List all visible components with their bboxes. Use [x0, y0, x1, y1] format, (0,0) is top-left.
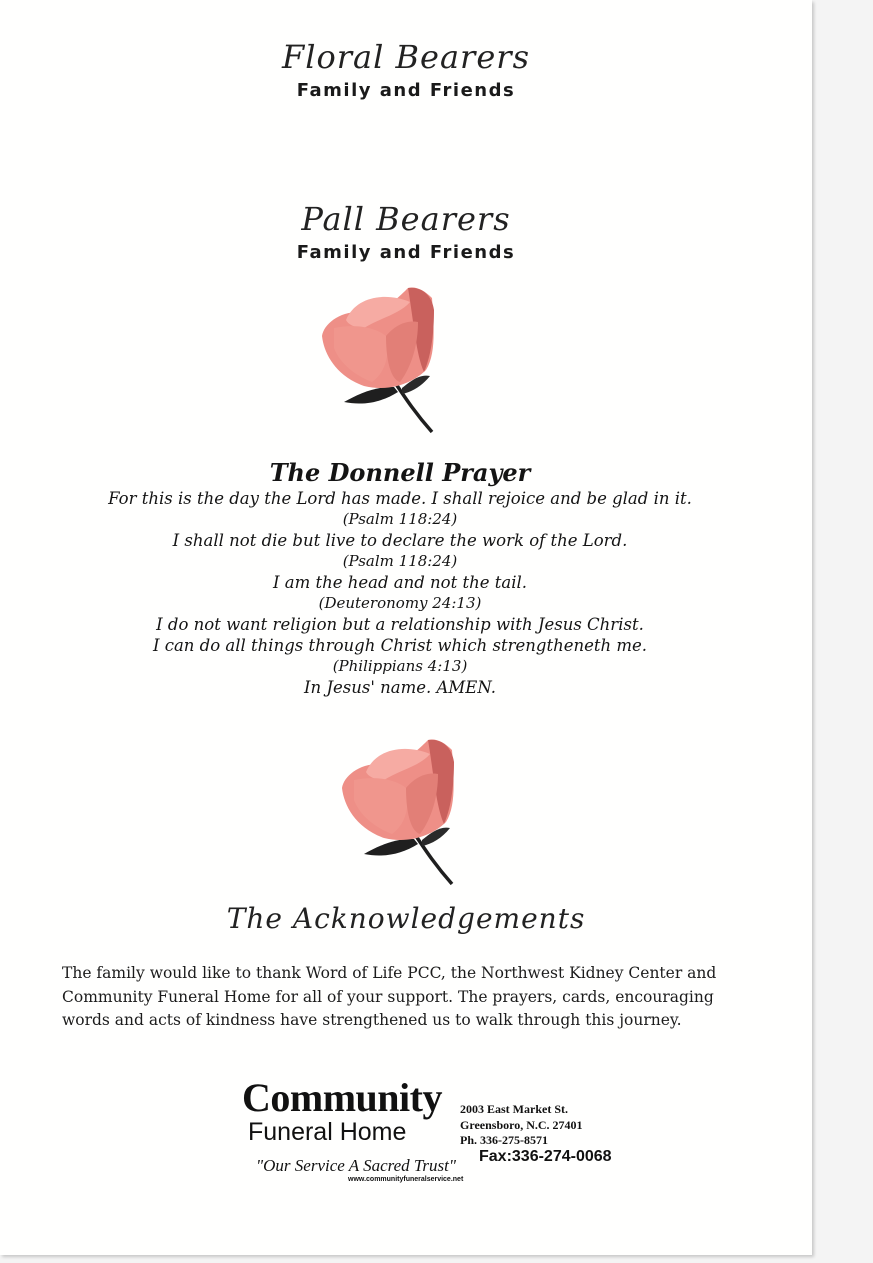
prayer-line: I do not want religion but a relationship with Jesus Christ.	[156, 615, 644, 634]
prayer-line: I shall not die but live to declare the work of the Lord.	[172, 531, 628, 550]
prayer-line: I am the head and not the tail.	[272, 573, 528, 592]
logo-website: www.communityfuneralservice.net	[348, 1176, 464, 1183]
pall-bearers-subtitle: Family and Friends	[296, 242, 516, 263]
logo-name-line1: Community	[242, 1075, 442, 1120]
logo-city: Greensboro, N.C. 27401	[460, 1117, 583, 1132]
floral-bearers-subtitle: Family and Friends	[296, 80, 516, 101]
logo-address: 2003 East Market St.	[460, 1102, 568, 1116]
pall-bearers-title: Pall Bearers	[301, 200, 511, 238]
acknowledgements-text: The family would like to thank Word of Life PCC, the Northwest Kidney Center and Community Funeral Home for all of your support. The prayers, cards, encouraging words and acts of kindness have strengthened us to walk through this journey.	[62, 964, 717, 1029]
prayer-closing: In Jesus' name. AMEN.	[304, 678, 496, 697]
prayer-scripture-ref: (Philippians 4:13)	[332, 657, 468, 675]
prayer-scripture-ref: (Psalm 118:24)	[342, 552, 458, 570]
prayer-title: The Donnell Prayer	[269, 458, 531, 487]
logo-tagline: "Our Service A Sacred Trust"	[256, 1156, 457, 1175]
logo-name-line2: Funeral Home	[248, 1118, 407, 1146]
prayer-line: For this is the day the Lord has made. I shall rejoice and be glad in it.	[108, 489, 692, 508]
prayer-section	[0, 458, 800, 698]
acknowledgements-title: The Acknowledgements	[226, 902, 586, 935]
floral-bearers-title: Floral Bearers	[282, 38, 530, 76]
prayer-scripture-ref: (Deuteronomy 24:13)	[318, 594, 482, 612]
prayer-line: I can do all things through Christ which strengtheneth me.	[152, 636, 648, 655]
rose-image-top	[316, 284, 440, 436]
funeral-home-logo	[238, 1074, 638, 1186]
logo-phone: Ph. 336-275-8571	[460, 1133, 548, 1147]
logo-contact-block	[460, 1102, 583, 1149]
logo-fax: Fax:336-274-0068	[479, 1148, 612, 1165]
prayer-scripture-ref: (Psalm 118:24)	[342, 510, 458, 528]
rose-image-bottom	[336, 736, 460, 888]
